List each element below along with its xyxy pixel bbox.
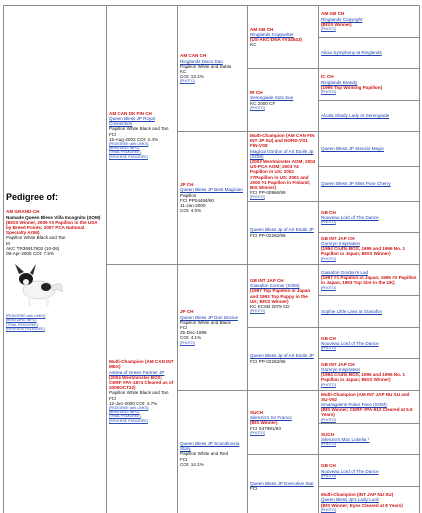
accolade-text: (1995 Top Winning Papillon) bbox=[321, 84, 383, 90]
accolade-text: (US-AKC-DNA #V34543) bbox=[250, 37, 302, 42]
dog-name-link[interactable]: Queen Bless JP Best Magician bbox=[180, 187, 243, 193]
great-grandparent-cell bbox=[248, 455, 319, 513]
g4-cell bbox=[319, 37, 420, 69]
info-line: Papillon White and Black bbox=[180, 319, 231, 325]
sire-cell bbox=[107, 6, 178, 265]
great-grandparent-cell bbox=[248, 6, 319, 69]
grandparent-cell bbox=[178, 390, 248, 513]
title-text: GB INT JAP CH bbox=[321, 361, 355, 367]
title-text: AM CAN CH bbox=[180, 53, 207, 59]
dog-photo-icon[interactable] bbox=[6, 260, 72, 310]
title-text: AM GB CH bbox=[250, 26, 274, 32]
detail-link[interactable]: [PHOTO] bbox=[321, 507, 336, 512]
dog-name-link[interactable]: Queen Bless Jp's Lady Luck bbox=[321, 497, 379, 503]
detail-link[interactable]: [PHOTO] bbox=[250, 105, 265, 110]
subject-link[interactable]: [PEDIGREE with LINKS] bbox=[6, 314, 46, 319]
great-grandparent-cell bbox=[248, 69, 319, 132]
great-grandparent-cell bbox=[248, 132, 319, 202]
g4-cell bbox=[319, 455, 420, 487]
info-line: 12-Jun-2000 COI: 4.7% bbox=[109, 400, 158, 406]
g4-cell bbox=[319, 359, 420, 391]
detail-link[interactable]: [PHOTO] bbox=[321, 285, 336, 290]
subject-reg: AKC TR36917802 (10-06) bbox=[6, 245, 60, 251]
info-line: COI: 14.1% bbox=[180, 461, 204, 467]
detail-link[interactable]: [PHOTO] bbox=[321, 382, 336, 387]
dog-name-link[interactable]: Queen Bless JP Executive Star bbox=[250, 481, 314, 487]
info-line: 25-Dec-1998 bbox=[180, 330, 207, 336]
detail-link[interactable]: [PHOTO] bbox=[321, 256, 336, 261]
subject-dob: 08-Apr-2005 COI: 7.5% bbox=[6, 250, 55, 256]
info-line: KC bbox=[180, 69, 187, 74]
dog-name-link[interactable]: Gornryn Inspiration bbox=[321, 367, 361, 373]
info-line: Papillon bbox=[180, 192, 197, 198]
accolade-text: (2004 Westminster BOS; CERF #PA-1874 Cleared as of 2005OCT22) bbox=[109, 374, 174, 391]
info-line: FCI bbox=[180, 456, 188, 462]
subject-accolade: (BISS Winner, 2009 #3 Papillon in the USA by Breed Points; 2007 PCA National Specialty AOM) bbox=[6, 219, 98, 236]
dog-name-link[interactable]: Queen Bless JP Miss Pure Cherry bbox=[321, 181, 391, 187]
detail-link[interactable]: [PHOTO] bbox=[321, 442, 336, 447]
detail-link[interactable]: [TRIAL PEDIGREE] bbox=[109, 150, 141, 155]
accolade-text: (1994 Crufts BOS, 1995 and 1996 No. 1 Papillon in Japan; BISS Winner) bbox=[321, 246, 405, 257]
info-line: FCI PP-02262/96 bbox=[250, 232, 286, 238]
accolade-text: (1994 Crufts BOS, 1995 and 1996 No. 1 Papillon in Japan; BISS Winner) bbox=[321, 372, 405, 383]
g4-cell bbox=[319, 132, 420, 167]
g4-cell bbox=[319, 166, 420, 201]
detail-link[interactable]: [BREEDING INFO] bbox=[109, 410, 140, 415]
info-line: KC 2000 CF bbox=[250, 100, 276, 106]
info-line: FCI bbox=[109, 131, 117, 137]
dog-name-link[interactable]: Queen Bless JP Don Decius bbox=[180, 314, 238, 320]
dog-name-link[interactable]: Giasafon Connor (SOM) bbox=[250, 283, 300, 289]
info-line: COI: 13.1% bbox=[180, 74, 204, 80]
accolade-text: (BIS Winner; Eyes Cleared at 8 Years) bbox=[321, 502, 403, 508]
g4-cell bbox=[319, 69, 420, 101]
title-text: GB INT JAP CH bbox=[250, 277, 284, 283]
dog-name-link[interactable]: Nouveau Lord of The Dance bbox=[321, 214, 379, 220]
dog-name-link[interactable]: Ringlands Brandy bbox=[321, 79, 358, 85]
g4-cell bbox=[319, 100, 420, 132]
info-line: FCI bbox=[109, 395, 117, 401]
info-line: COI: 4.0% bbox=[180, 208, 202, 214]
info-line: COI: 4.1% bbox=[180, 335, 202, 341]
title-text: Multi-Champion (INT JAP NU SU) bbox=[321, 492, 394, 498]
g4-cell bbox=[319, 327, 420, 359]
dog-name-link[interactable]: Queen Bless Jp of Art Etoile JP bbox=[250, 227, 314, 233]
title-text: SUCH bbox=[250, 409, 264, 415]
info-line: FCI S47981/93 bbox=[250, 425, 281, 431]
detail-link[interactable]: [PEDIGREE with LINKS] bbox=[109, 406, 149, 410]
info-line: FCI bbox=[180, 325, 188, 331]
dog-name-link[interactable]: Nouveau Lord of The Dance bbox=[321, 468, 379, 474]
title-text: Multi-Champion (AM INT JAP NU SU and SU-V92 bbox=[321, 391, 410, 402]
info-line: KC KCSB 2079 CD bbox=[250, 303, 290, 309]
info-line: Papillon White Black and Tan bbox=[109, 126, 169, 132]
info-line: 11-Jan-2000 bbox=[180, 203, 206, 209]
g4-cell bbox=[319, 233, 420, 265]
info-line: FCI PP04466/90 bbox=[180, 197, 214, 203]
title-text: JP CH bbox=[180, 182, 194, 188]
info-line: FCI PP-02262/96 bbox=[250, 358, 286, 364]
great-grandparent-cell bbox=[248, 201, 319, 264]
detail-link[interactable]: [PHOTO] bbox=[321, 345, 336, 350]
accolade-text: (1997 Top Papillon in Japan and 1993 Top Puppy in the UK; BISS Winner) bbox=[250, 288, 311, 304]
dog-name-link[interactable]: Queen Bless JP Stenzio Magic bbox=[321, 146, 384, 152]
info-line: FCI PP-00966/99 bbox=[250, 190, 286, 196]
subject-color: Papillon White Black and Tan bbox=[6, 235, 66, 241]
detail-link[interactable]: [REVERSE PEDIGREE] bbox=[109, 154, 148, 159]
info-line: FCI bbox=[250, 486, 258, 492]
dog-name-link[interactable]: Astrea of Green Partner JP bbox=[109, 369, 165, 375]
detail-link[interactable]: [PHOTO] bbox=[250, 195, 265, 200]
title-text: GB CH bbox=[321, 209, 336, 215]
title-text: Multi-Champion (AM CAN FIN INT JP SU) and NORD-VS1 FIN-VS8 bbox=[250, 133, 315, 149]
subject-sex: M bbox=[6, 240, 10, 246]
title-text: GB INT JAP CH bbox=[321, 235, 355, 241]
accolade-text: (BIS Winner) bbox=[250, 420, 278, 426]
grandparent-cell bbox=[178, 264, 248, 390]
detail-link[interactable]: [PHOTO] bbox=[250, 309, 265, 314]
g4-cell bbox=[319, 486, 420, 513]
detail-link[interactable]: [PHOTO] bbox=[250, 430, 265, 435]
detail-link[interactable]: [PHOTO] bbox=[180, 79, 195, 84]
g4-cell bbox=[319, 296, 420, 328]
dam-cell bbox=[107, 264, 178, 513]
dog-name-link[interactable]: Ringlands Disco Dan bbox=[180, 58, 223, 64]
accolade-text: (2003 Westminster AOM; 2003 US-PCA AOM; 2003 #4 Papillon in US; 2002 #7Papillon in US; 2001 and 2000 #1 Papillon in Finland; BIS Winner) bbox=[250, 159, 316, 191]
subject-cell bbox=[4, 6, 107, 513]
g4-cell bbox=[319, 6, 420, 38]
detail-link[interactable]: [PHOTO] bbox=[321, 417, 336, 422]
detail-link[interactable]: [REVERSE PEDIGREE] bbox=[109, 418, 148, 423]
title-text: JP CH bbox=[180, 309, 194, 315]
dog-name-link[interactable]: Nouveau Lord of The Dance bbox=[321, 340, 379, 346]
dog-name-link[interactable]: Alcala Shady Lady At Serengiade bbox=[321, 113, 390, 119]
info-line: Papillon White and Sable bbox=[180, 63, 232, 69]
dog-name-link[interactable]: Queen Bless JP Scandinovia Story bbox=[180, 440, 240, 452]
detail-link[interactable]: [PHOTO] bbox=[180, 340, 195, 345]
great-grandparent-cell bbox=[248, 327, 319, 390]
info-line: 15-Aug-2003 COI: 2.4% bbox=[109, 136, 159, 142]
g4-cell bbox=[319, 390, 420, 423]
detail-link[interactable]: [TRIAL PEDIGREE] bbox=[109, 414, 141, 419]
dog-name-link[interactable]: Queen Bless JP Royal Connection bbox=[109, 116, 155, 127]
great-grandparent-cell bbox=[248, 264, 319, 327]
dog-name-link[interactable]: Ringlands Copywriter bbox=[250, 31, 294, 37]
title-text: Multi-Champion (AM CAN INT MEX) bbox=[109, 359, 174, 370]
pedigree-of-label: Pedigree of: bbox=[6, 192, 59, 203]
dog-name-link[interactable]: Giasafon Gordon's Lad bbox=[321, 269, 369, 275]
subject-title: AM GRAND-CH bbox=[6, 209, 40, 215]
detail-link[interactable]: [PHOTO] bbox=[321, 219, 336, 224]
title-text: IR CH bbox=[250, 90, 263, 96]
dog-name-link[interactable]: Silenzio's Mac Lobelia * bbox=[321, 437, 370, 442]
dog-name-link[interactable]: Queen Bless Jp of Art Etoile JP bbox=[250, 353, 314, 359]
grandparent-cell bbox=[178, 6, 248, 132]
dog-name-link[interactable]: Magical Gordon of Art Etoile Jp (SOM) bbox=[250, 148, 314, 159]
title-text: IC CH bbox=[321, 74, 334, 80]
accolade-text: (BIS Winner; CERF #PA-512 Cleared at 5.5 Years) bbox=[321, 407, 413, 418]
info-line: Papillon White Black and Tan bbox=[109, 390, 169, 396]
grandparent-cell bbox=[178, 132, 248, 265]
accolade-text: (BISS Winner) bbox=[321, 21, 352, 27]
dog-name-link[interactable]: Silenzio's Sir Franco bbox=[250, 415, 292, 421]
dog-name-link[interactable]: Smaragdens Poker Face (SOM) bbox=[321, 402, 387, 408]
title-text: SUCH bbox=[321, 431, 335, 437]
detail-link[interactable]: [BREEDING INFO] bbox=[109, 146, 140, 151]
title-text: GB CH bbox=[321, 463, 336, 469]
title-text: AM CAN DK FIN CH bbox=[109, 110, 152, 116]
detail-link[interactable]: [PHOTO] bbox=[321, 473, 336, 478]
great-grandparent-cell bbox=[248, 390, 319, 455]
subject-link[interactable]: [TRIAL PEDIGREE] bbox=[6, 322, 38, 327]
dog-name-link[interactable]: Alicia Symphony at Ringlands bbox=[321, 50, 382, 56]
pedigree-row bbox=[4, 6, 420, 38]
info-line: Papillon White and Red bbox=[180, 451, 229, 457]
g4-cell bbox=[319, 423, 420, 455]
dog-name-link[interactable]: Sophie Little Lass at Giasafon bbox=[321, 308, 383, 314]
title-text: GB CH bbox=[321, 335, 336, 341]
subject-link[interactable]: [BREEDING INFO] bbox=[6, 318, 37, 323]
pedigree-table bbox=[3, 5, 420, 513]
detail-link[interactable]: [PHOTO] bbox=[321, 26, 336, 31]
detail-link[interactable]: [PHOTO] bbox=[321, 89, 336, 94]
info-line: KC bbox=[250, 42, 257, 48]
accolade-text: (1997 #1 Papillon in Japan, 1995 #2 Papillon in Japan, 1993 Top Sire in the UK) bbox=[321, 275, 417, 286]
subject-link[interactable]: [REVERSE PEDIGREE] bbox=[6, 326, 45, 331]
g4-cell bbox=[319, 264, 420, 296]
title-text: AM GB CH bbox=[321, 11, 345, 17]
dog-name-link[interactable]: Ringlands Copyright bbox=[321, 16, 363, 22]
dog-name-link[interactable]: Serengiade Siza Sue bbox=[250, 95, 294, 101]
subject-name: Namade Queen Bless Villa Incognito (SOM) bbox=[6, 214, 101, 220]
detail-link[interactable]: [PEDIGREE with LINKS] bbox=[109, 142, 149, 147]
dog-name-link[interactable]: Gornryn Inspiration bbox=[321, 241, 361, 247]
g4-cell bbox=[319, 201, 420, 233]
